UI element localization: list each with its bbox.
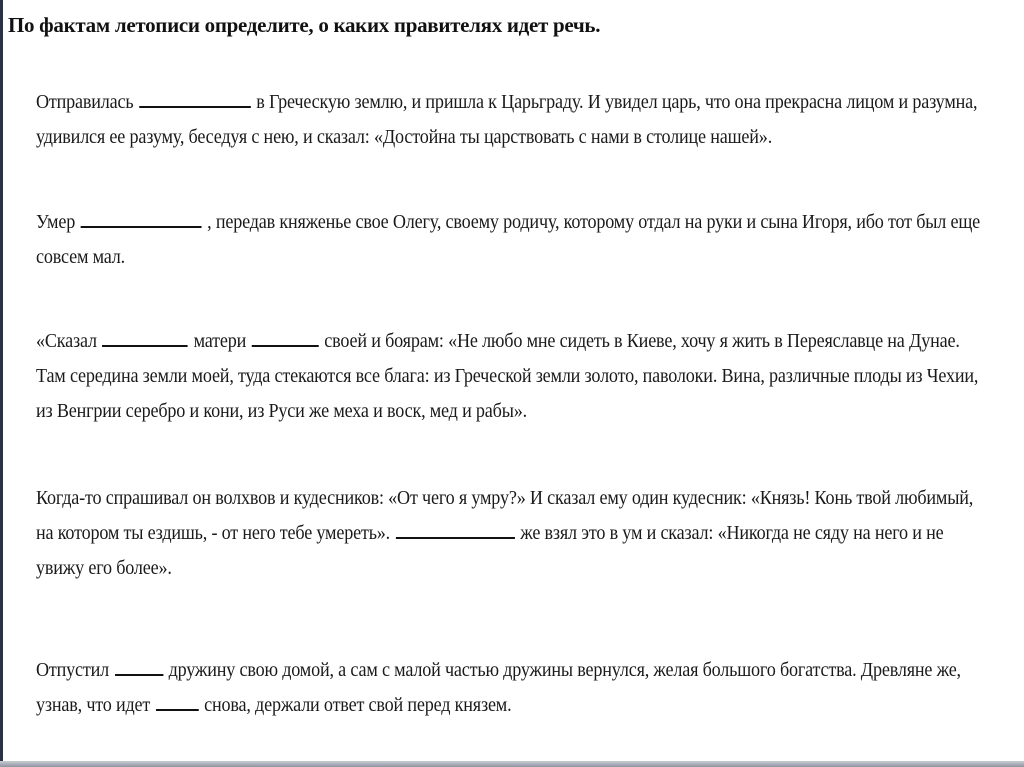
text-line: узнав, что идет снова, держали ответ свой перед князем. bbox=[36, 688, 1003, 723]
text-line: на котором ты ездишь, - от него тебе умереть». же взял это в ум и сказал: «Никогда не сяду на него и не bbox=[36, 516, 1003, 551]
text-line: Там середина земли моей, туда стекаются все блага: из Греческой земли золото, паволоки. Вина, различные плоды из Чехии, bbox=[36, 366, 979, 387]
paragraph-olga bbox=[36, 85, 1003, 155]
answer-blank[interactable] bbox=[81, 208, 202, 228]
text-line: Отправилась в Греческую землю, и пришла к Царьграду. И увидел царь, что она прекрасна лицом и разумна, bbox=[36, 85, 1003, 120]
paragraph-rurik bbox=[36, 205, 1003, 275]
paragraph-igor bbox=[36, 653, 1003, 723]
answer-blank[interactable] bbox=[115, 656, 163, 676]
text-line: совсем мал. bbox=[36, 247, 126, 268]
text-line: Умер , передав княженье свое Олегу, своему родичу, которому отдал на руки и сына Игоря, ибо тот был еще bbox=[36, 205, 1003, 240]
text-line: удивился ее разуму, беседуя с нею, и сказал: «Достойна ты царствовать с нами в столице нашей». bbox=[36, 127, 773, 148]
text-line: увижу его более». bbox=[36, 558, 172, 579]
slide-bottom-border bbox=[0, 761, 1024, 767]
page-title: По фактам летописи определите, о каких правителях идет речь. bbox=[8, 13, 601, 37]
answer-blank[interactable] bbox=[156, 691, 199, 711]
answer-blank[interactable] bbox=[102, 327, 188, 347]
text-line: Когда-то спрашивал он волхвов и кудесников: «От чего я умру?» И сказал ему один кудесник: «Князь! Конь твой любимый, bbox=[36, 488, 974, 509]
text-line: Отпустил дружину свою домой, а сам с малой частью дружины вернулся, желая большого богатства. Древляне же, bbox=[36, 653, 1003, 688]
answer-blank[interactable] bbox=[396, 519, 515, 539]
text-line: из Венгрии серебро и кони, из Руси же меха и воск, мед и рабы». bbox=[36, 401, 527, 422]
paragraph-svyatoslav bbox=[36, 324, 1003, 429]
text-line: «Сказал матери своей и боярам: «Не любо мне сидеть в Киеве, хочу я жить в Переяславце на Дунае. bbox=[36, 324, 1003, 359]
slide-left-border bbox=[0, 0, 3, 767]
paragraph-oleg bbox=[36, 481, 1003, 586]
answer-blank[interactable] bbox=[252, 327, 319, 347]
answer-blank[interactable] bbox=[139, 88, 251, 108]
